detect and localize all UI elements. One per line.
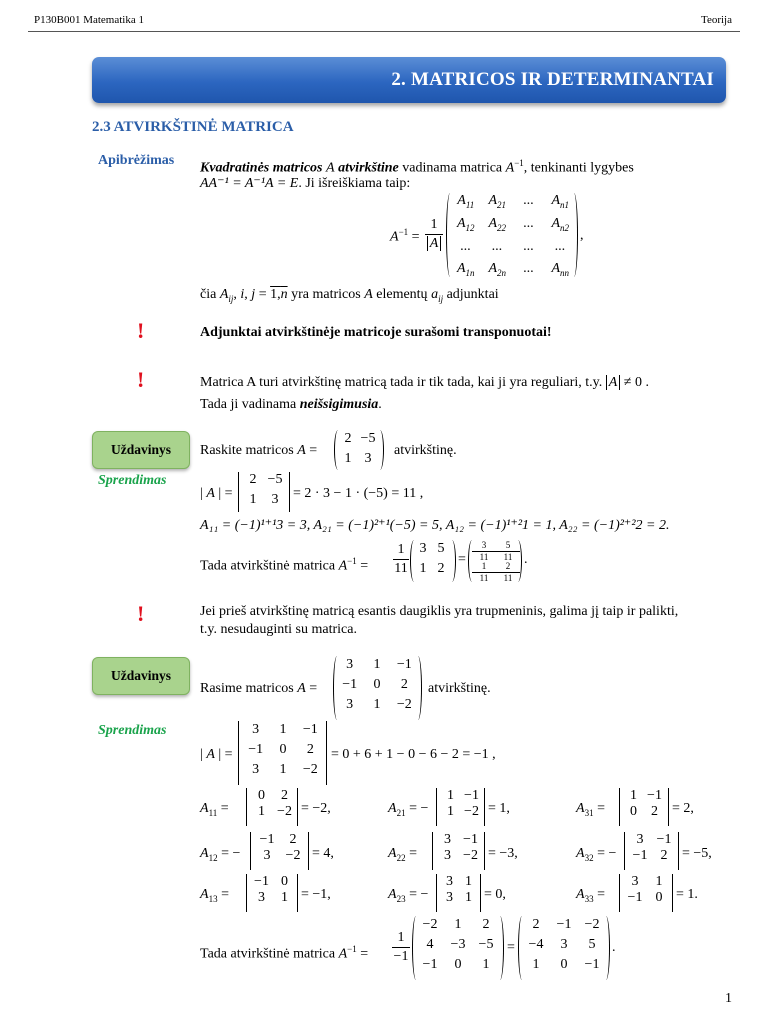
task1-det-result: = 2 · 3 − 1 · (−5) = 11 , bbox=[293, 486, 424, 501]
matrix-right-paren bbox=[496, 916, 504, 980]
cofactor-A32: $A_{32}$ = − bbox=[576, 846, 617, 863]
period: . bbox=[612, 940, 616, 955]
solution-label: Sprendimas bbox=[98, 723, 167, 738]
cofactor-value: = −5, bbox=[682, 846, 712, 861]
cofactor-A21: $A_{21}$ = − bbox=[388, 801, 429, 818]
header-rule bbox=[28, 31, 740, 32]
task2-det-lhs: | A | = bbox=[200, 747, 233, 762]
det-bar bbox=[668, 788, 669, 826]
task1-prompt: Raskite matricos A = bbox=[200, 443, 318, 458]
task-badge: Uždavinys bbox=[92, 431, 190, 469]
adjugate-matrix: $A_{11}$ $A_{21}$ ... $A_{n1}$ $A_{12}$ $A_{22}$ ... $A_{n2}$ ... ... ... ... $A_{1n}$ $A_{2n}$ ... $A_{nn}$ bbox=[456, 193, 570, 278]
warning-icon: ! bbox=[137, 367, 145, 392]
det-bar bbox=[672, 874, 673, 912]
det-bar bbox=[289, 472, 290, 512]
cofactor-A33: $A_{33}$ = bbox=[576, 887, 605, 904]
det-bar bbox=[297, 874, 298, 912]
chapter-title: 2. MATRICOS IR DETERMINANTAI bbox=[391, 69, 714, 90]
cofactor-minor: 3 −1 −1 2 bbox=[632, 832, 672, 863]
cofactor-minor: 0 2 1 −2 bbox=[258, 788, 292, 819]
cofactor-value: = −1, bbox=[301, 887, 331, 902]
det-bar bbox=[480, 874, 481, 912]
task1-result-label: Tada atvirkštinė matrica $A^{-1}$ = bbox=[200, 556, 369, 574]
cofactor-minor: −1 0 3 1 bbox=[254, 874, 288, 905]
det-bar bbox=[246, 874, 247, 912]
task1-prompt-end: atvirkštinę. bbox=[394, 443, 457, 458]
det-bar bbox=[308, 832, 309, 870]
cofactor-minor: 1 −1 0 2 bbox=[630, 788, 662, 819]
det-bar bbox=[326, 721, 327, 785]
task1-det-matrix: 2 −5 1 3 bbox=[249, 472, 283, 507]
formula-comma: , bbox=[580, 228, 584, 243]
det-bar bbox=[624, 832, 625, 870]
cofactor-value: = −3, bbox=[488, 846, 518, 861]
cofactor-minor: 1 −1 1 −2 bbox=[447, 788, 479, 819]
task1-inverse-fractions: 3 11 5 11 1 11 2 11 bbox=[472, 541, 520, 583]
det-bar bbox=[619, 874, 620, 912]
definition-line1: Kvadratinės matricos A atvirkštine vadinama matrica $A^{-1}$, tenkinanti lygybes bbox=[200, 158, 634, 176]
cofactor-minor: −1 2 3 −2 bbox=[259, 832, 301, 863]
equals: = bbox=[458, 552, 466, 567]
cofactor-A11: $A_{11}$ = bbox=[200, 801, 229, 818]
det-bar bbox=[484, 788, 485, 826]
cofactor-value: = 0, bbox=[484, 887, 506, 902]
cofactor-value: = 1. bbox=[676, 887, 698, 902]
note2-line1: Matrica A turi atvirkštinę matricą tada ir tik tada, kai ji yra reguliari, t.y. A ≠ 0 . bbox=[200, 375, 649, 390]
cofactor-A31: $A_{31}$ = bbox=[576, 801, 605, 818]
matrix-right-paren bbox=[602, 916, 610, 980]
det-bar bbox=[250, 832, 251, 870]
warning-icon: ! bbox=[137, 601, 145, 626]
note3-line1: Jei prieš atvirkštinę matricą esantis daugiklis yra trupmeninis, galima jį taip ir palikti, bbox=[200, 604, 679, 619]
task2-result-label: Tada atvirkštinė matrica $A^{-1}$ = bbox=[200, 944, 369, 962]
matrix-right-paren bbox=[514, 540, 522, 582]
equals: = bbox=[507, 940, 515, 955]
matrix-right-paren bbox=[448, 540, 456, 582]
formula-inverse-lhs: $A^{-1}$ = bbox=[390, 227, 420, 245]
cofactor-minor: 3 −1 3 −2 bbox=[444, 832, 478, 863]
period: . bbox=[524, 552, 528, 567]
task2-det-matrix: 3 1 −1 −1 0 2 3 1 −2 bbox=[248, 722, 318, 777]
chapter-banner bbox=[92, 57, 726, 103]
header-section: Teorija bbox=[701, 14, 732, 26]
task2-matrix: 3 1 −1 −1 0 2 3 1 −2 bbox=[342, 657, 412, 712]
det-bar bbox=[436, 788, 437, 826]
task1-inverse-matrix: 3 5 1 2 bbox=[419, 541, 445, 576]
note2-line2: Tada ji vadinama neišsigimusia. bbox=[200, 397, 382, 412]
task2-fraction: 1 −1 bbox=[393, 930, 409, 964]
det-bar bbox=[619, 788, 620, 826]
task1-adjuncts: A₁₁ = (−1)¹⁺¹3 = 3, A₂₁ = (−1)²⁺¹(−5) = 5, A₁₂ = (−1)¹⁺²1 = 1, A₂₂ = (−1)²⁺²2 = 2. bbox=[200, 518, 670, 533]
matrix-right-paren bbox=[570, 193, 578, 277]
definition-label: Apibrėžimas bbox=[98, 153, 175, 168]
det-bar bbox=[246, 788, 247, 826]
task2-det-result: = 0 + 6 + 1 − 0 − 6 − 2 = −1 , bbox=[331, 747, 496, 762]
page-number: 1 bbox=[725, 991, 732, 1006]
cofactor-A23: $A_{23}$ = − bbox=[388, 887, 429, 904]
det-bar bbox=[238, 472, 239, 512]
det-bar bbox=[484, 832, 485, 870]
cofactor-minor: 3 1 3 1 bbox=[446, 874, 472, 905]
matrix-right-paren bbox=[414, 656, 422, 720]
header-course: P130B001 Matematika 1 bbox=[34, 14, 144, 26]
formula-fraction: 1 A bbox=[425, 217, 443, 252]
task1-fraction: 1 11 bbox=[394, 542, 408, 576]
definition-where: čia $A_{ij}$, i, j = 1,n yra matricos A elementų $a_{ij}$ adjunktai bbox=[200, 287, 499, 304]
det-bar bbox=[238, 721, 239, 785]
det-bar bbox=[297, 788, 298, 826]
note3-line2: t.y. nesudauginti su matrica. bbox=[200, 622, 357, 637]
warning-icon: ! bbox=[137, 318, 145, 343]
cofactor-minor: 3 1 −1 0 bbox=[627, 874, 663, 905]
note1-text: Adjunktai atvirkštinėje matricoje surašomi transponuotai! bbox=[200, 325, 552, 340]
task1-det-lhs: | A | = bbox=[200, 486, 233, 501]
task2-prompt-end: atvirkštinę. bbox=[428, 681, 491, 696]
cofactor-value: = 2, bbox=[672, 801, 694, 816]
task2-adjugate-matrix: −2 1 2 4 −3 −5 −1 0 1 bbox=[422, 917, 494, 972]
solution-label: Sprendimas bbox=[98, 473, 167, 488]
cofactor-A13: $A_{13}$ = bbox=[200, 887, 229, 904]
cofactor-A22: $A_{22}$ = bbox=[388, 846, 417, 863]
cofactor-A12: $A_{12}$ = − bbox=[200, 846, 241, 863]
task-badge: Uždavinys bbox=[92, 657, 190, 695]
det-bar bbox=[678, 832, 679, 870]
definition-line2: AA⁻¹ = A⁻¹A = E. Ji išreiškiama taip: bbox=[200, 176, 411, 191]
cofactor-value: = −2, bbox=[301, 801, 331, 816]
section-title: 2.3 ATVIRKŠTINĖ MATRICA bbox=[92, 119, 294, 135]
cofactor-value: = 1, bbox=[488, 801, 510, 816]
cofactor-value: = 4, bbox=[312, 846, 334, 861]
task2-prompt: Rasime matricos A = bbox=[200, 681, 318, 696]
det-bar bbox=[436, 874, 437, 912]
task2-inverse-matrix: 2 −1 −2 −4 3 5 1 0 −1 bbox=[528, 917, 600, 972]
matrix-right-paren bbox=[376, 430, 384, 470]
det-bar bbox=[432, 832, 433, 870]
task1-matrix: 2 −5 1 3 bbox=[344, 431, 376, 466]
